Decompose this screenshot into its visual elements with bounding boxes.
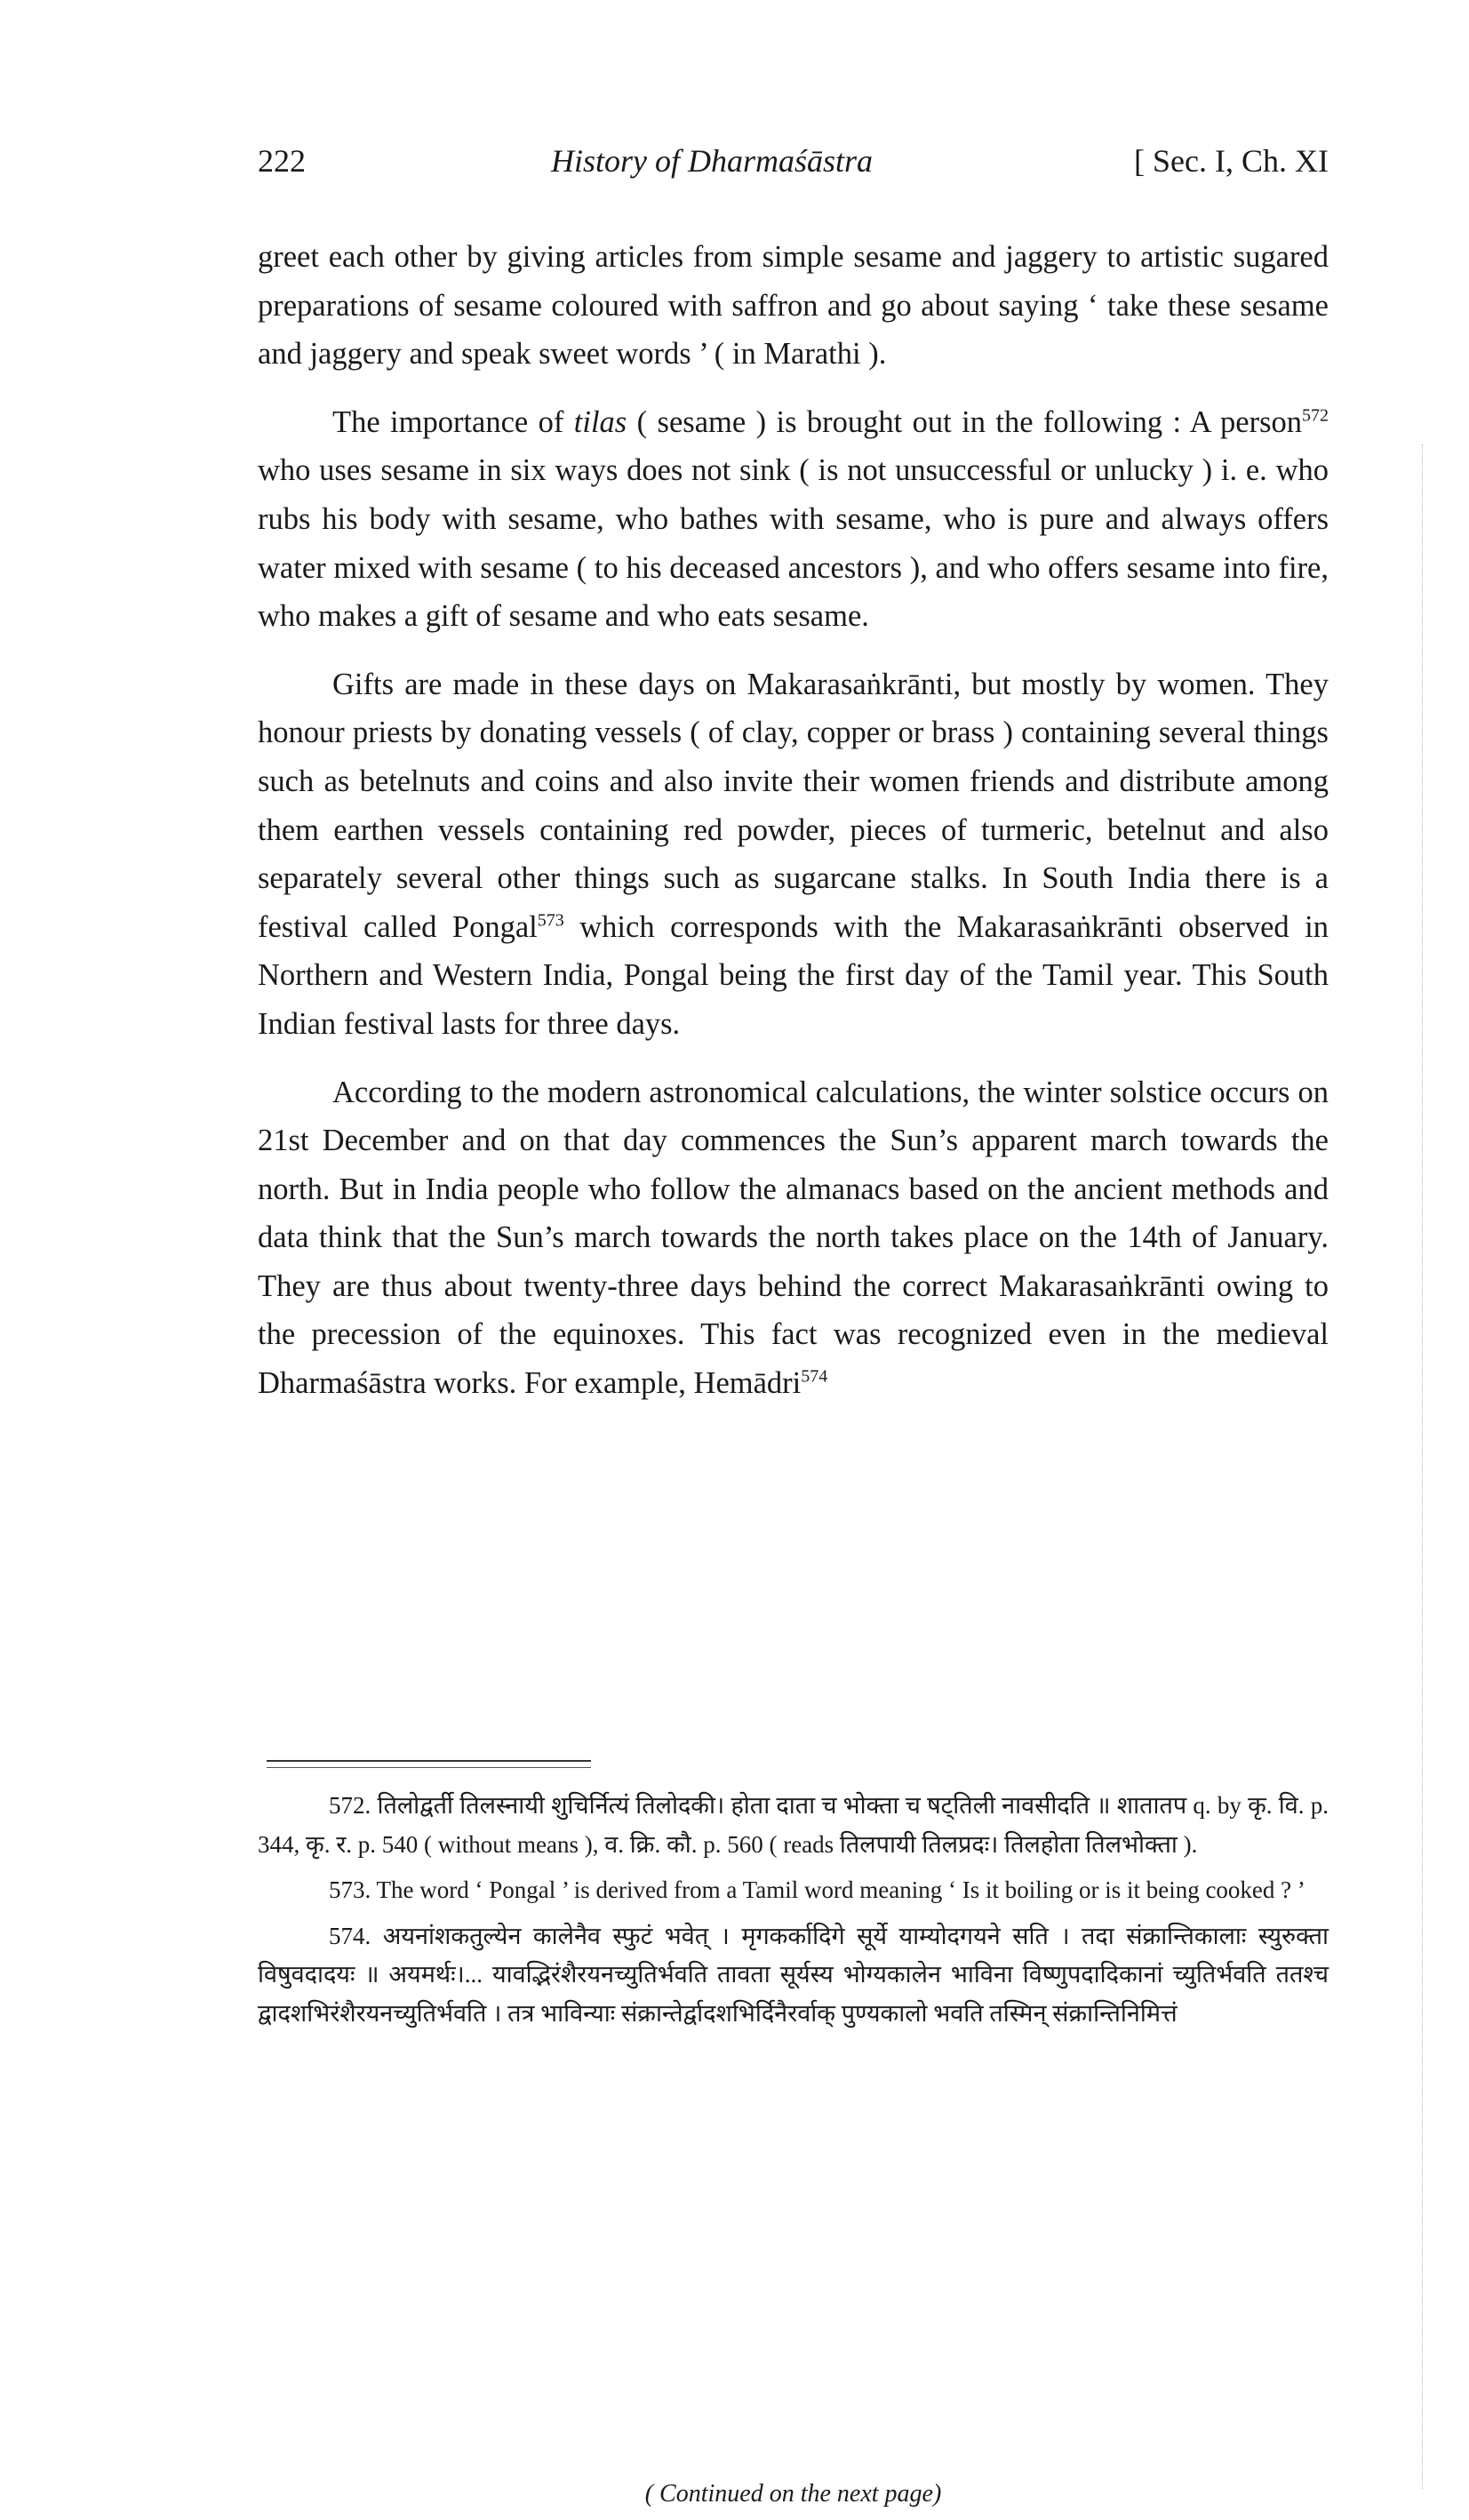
paragraph-1-text: greet each other by giving articles from simple sesame and jaggery to artistic sugared preparations of sesame coloured with saffron and go about saying ‘ take these sesame and jaggery and speak sweet words ’ ( in Marathi ). <box>258 240 1329 372</box>
paragraph-2-text-b: ( sesame ) is brought out in the following : A person <box>627 404 1302 439</box>
paragraph-3-text-b: which corresponds with the Makarasaṅkrānti observed in Northern and Western India, Pongal being the first day of the Tamil year. This South Indian festival lasts for three days. <box>258 909 1329 1041</box>
footnote-573: 573. The word ‘ Pongal ’ is derived from a Tamil word meaning ‘ Is it boiling or is it being cooked ? ’ <box>329 1876 1305 1903</box>
footnote-ref-573[interactable]: 573 <box>537 910 564 931</box>
section-reference: [ Sec. I, Ch. XI <box>1134 143 1329 179</box>
footnote-574: 574. अयनांशकतुल्येन कालेनैव स्फुटं भवेत् । मृगकर्कादिगे सूर्ये याम्योदगयने सति । तदा संक्रान्तिकालाः स्युरुक्ता विषुवदादयः ॥ अयमर्थः।... यावद्भिरंशैरयनच्युतिर्भवति तावता सूर्यस्य भोग्यकालेन भाविना विष्णुपदादिकानां च्युतिर्भवति ततश्च द्वादशभिरंशैरयनच्युतिर्भवति । तत्र भाविन्याः संक्रान्तेर्द्वादशभिर्दिनैरर्वाक् पुण्यकालो भवति तस्मिन् संक्रान्तिनिमित्तं <box>258 1922 1329 2027</box>
page-number: 222 <box>258 143 306 179</box>
footnote-572: 572. तिलोद्वर्ती तिलस्नायी शुचिर्नित्यं तिलोदकी। होता दाता च भोक्ता च षट्तिली नावसीदति ॥ शातातप q. by कृ. वि. p. 344, कृ. र. p. 540 ( without means ), व. क्रि. कौ. p. 560 ( reads तिलपायी तिलप्रदः। तिलहोता तिलभोक्ता ). <box>258 1792 1329 1858</box>
footnote-divider <box>267 1760 591 1762</box>
footnote-divider-secondary <box>267 1767 591 1768</box>
paragraph-2-text-a: The importance of <box>332 404 574 439</box>
footnote-ref-574[interactable]: 574 <box>801 1366 828 1387</box>
continued-note: ( Continued on the next page) <box>644 2480 942 2508</box>
paragraph-3 <box>258 660 1329 1049</box>
paragraph-3-text-a: Gifts are made in these days on Makarasaṅkrānti, but mostly by women. They honour priests by donating vessels ( of clay, copper or brass ) containing several things such as betelnuts and coins and also invite their women friends and distribute among them earthen vessels containing red powder, pieces of turmeric, betelnut and also separately several other things such as sugarcane stalks. In South India there is a festival called Pongal <box>258 667 1329 944</box>
paragraph-4 <box>258 1068 1329 1408</box>
italic-term-tilas: tilas <box>573 404 627 439</box>
running-head <box>258 142 1329 196</box>
footnotes <box>258 1787 1329 2040</box>
paragraph-2 <box>258 398 1329 641</box>
paragraph-2-text-c: who uses sesame in six ways does not sink ( is not unsuccessful or unlucky ) i. e. who rubs his body with sesame, who bathes with sesame, who is pure and always offers water mixed with sesame ( to his deceased ancestors ), and who offers sesame into fire, who makes a gift of sesame and who eats sesame. <box>258 453 1329 634</box>
paragraph-1 <box>258 233 1329 379</box>
running-title: History of Dharmaśāstra <box>551 143 874 179</box>
footnote-ref-572[interactable]: 572 <box>1302 405 1329 426</box>
margin-scan-line <box>1422 444 1423 2489</box>
main-text <box>258 233 1329 1428</box>
paragraph-4-text-a: According to the modern astronomical calculations, the winter solstice occurs on 21st December and on that day commences the Sun’s apparent march towards the north. But in India people who follow the almanacs based on the ancient methods and data think that the Sun’s march towards the north takes place on the 14th of January. They are thus about twenty-three days behind the correct Makarasaṅkrānti owing to the precession of the equinoxes. This fact was recognized even in the medieval Dharmaśāstra works. For example, Hemādri <box>258 1075 1329 1401</box>
